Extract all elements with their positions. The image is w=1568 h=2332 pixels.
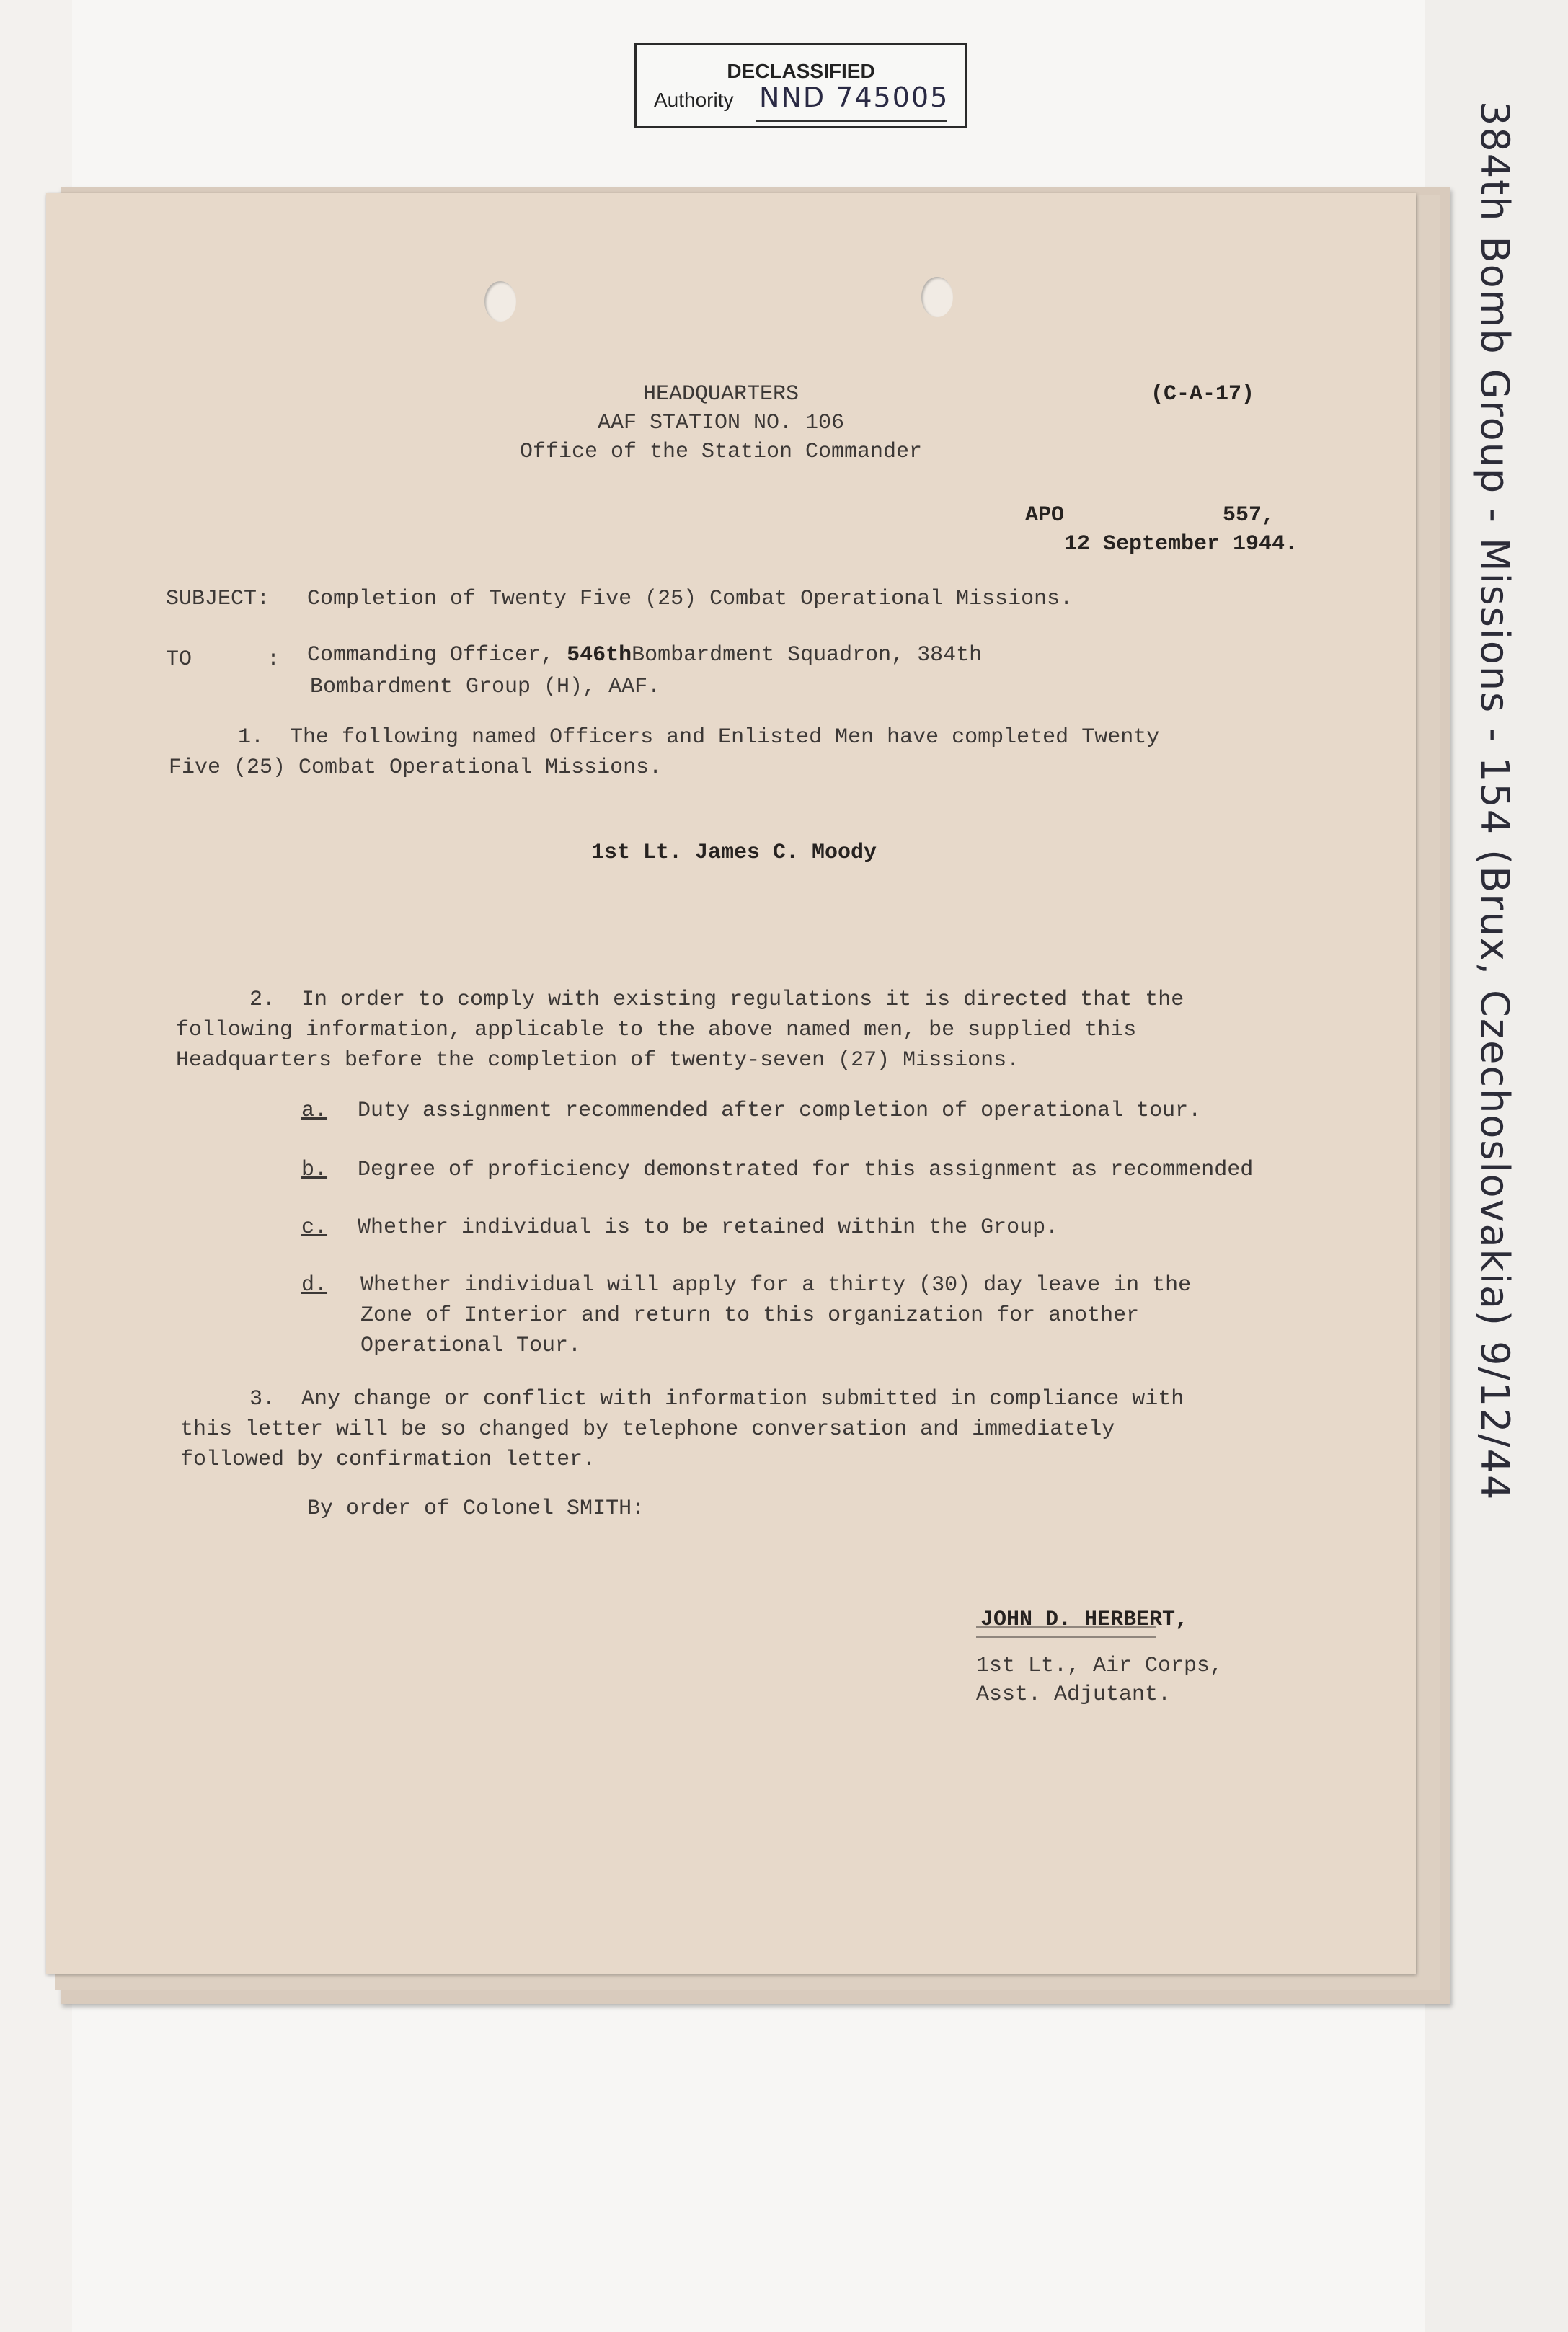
stamp-authority-number: NND 745005: [759, 81, 949, 113]
item-b-text: Degree of proficiency demonstrated for this assignment as recommended: [358, 1158, 1254, 1182]
paragraph-2-line-1: 2. In order to comply with existing regulations it is directed that the: [249, 988, 1184, 1012]
signature-rank: 1st Lt., Air Corps,: [976, 1654, 1223, 1678]
item-a-text: Duty assignment recommended after completion of operational tour.: [358, 1099, 1202, 1123]
to-addressee: Commanding Officer,: [307, 643, 554, 668]
document-code: (C-A-17): [1151, 382, 1255, 407]
item-c-text: Whether individual is to be retained within the Group.: [358, 1215, 1059, 1240]
item-b-letter: b.: [301, 1158, 328, 1182]
header-line-2: AAF STATION NO. 106: [597, 411, 845, 435]
declassified-stamp: [634, 43, 967, 128]
signature-name: JOHN D. HERBERT,: [980, 1608, 1189, 1632]
to-line-2: Bombardment Group (H), AAF.: [310, 675, 661, 699]
squadron-number: 546th: [567, 643, 632, 668]
subject-label: SUBJECT:: [166, 587, 270, 611]
paragraph-2-line-2: following information, applicable to the above named men, be supplied this: [176, 1018, 1137, 1042]
item-d-line-1: Whether individual will apply for a thirty (30) day leave in the: [360, 1273, 1192, 1298]
stamp-authority-label: Authority: [654, 89, 734, 111]
paragraph-2-line-3: Headquarters before the completion of twenty-seven (27) Missions.: [176, 1048, 1020, 1073]
item-c-letter: c.: [301, 1215, 328, 1240]
letter-date: 12 September 1944.: [1064, 532, 1298, 557]
to-unit: Bombardment Squadron, 384th: [632, 643, 983, 668]
paragraph-3-line-2: this letter will be so changed by telephone conversation and immediately: [180, 1417, 1115, 1442]
to-label: TO: [166, 647, 192, 672]
punch-hole: [484, 281, 516, 322]
stamp-title: DECLASSIFIED: [727, 60, 875, 82]
paragraph-3-line-1: 3. Any change or conflict with information submitted in compliance with: [249, 1387, 1184, 1411]
signature-title: Asst. Adjutant.: [976, 1683, 1171, 1707]
subject-text: Completion of Twenty Five (25) Combat Operational Missions.: [307, 587, 1073, 611]
item-d-line-3: Operational Tour.: [360, 1334, 582, 1358]
header-line-3: Office of the Station Commander: [519, 440, 923, 464]
to-colon: :: [267, 647, 280, 672]
letter-sheet: [46, 193, 1416, 1974]
apo-number: 557,: [1223, 503, 1275, 528]
stamp-underline: [756, 120, 947, 122]
item-d-letter: d.: [301, 1273, 328, 1298]
header-line-1: HEADQUARTERS: [642, 382, 799, 407]
officer-name: 1st Lt. James C. Moody: [591, 841, 877, 865]
apo-label: APO: [1025, 503, 1065, 528]
item-a-letter: a.: [301, 1099, 328, 1123]
handwritten-margin-note: 384th Bomb Group - Missions - 154 (Brux, Czechoslovakia) 9/12/44: [1472, 101, 1518, 1502]
strikeout-mark: [976, 1626, 1156, 1638]
paragraph-1-line-2: Five (25) Combat Operational Missions.: [169, 755, 663, 780]
paragraph-1-line-1: 1. The following named Officers and Enlisted Men have completed Twenty: [238, 725, 1160, 750]
paragraph-3-line-3: followed by confirmation letter.: [180, 1447, 596, 1472]
to-line-1: [307, 643, 982, 668]
order-line: By order of Colonel SMITH:: [307, 1497, 645, 1521]
punch-hole: [921, 277, 953, 317]
item-d-line-2: Zone of Interior and return to this organization for another: [360, 1303, 1140, 1328]
